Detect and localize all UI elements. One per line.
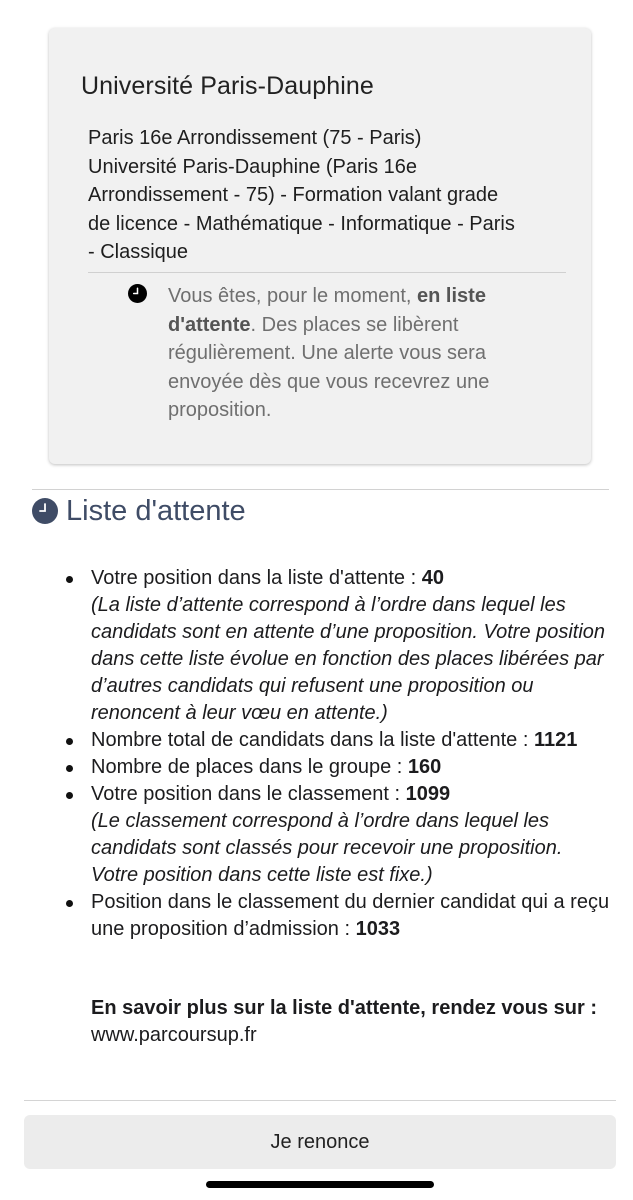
- list-item: [91, 889, 611, 943]
- bottom-divider: [24, 1100, 616, 1101]
- item-label: Nombre de places dans le groupe :: [91, 756, 408, 778]
- status-suffix: . Des places se libèrent régulièrement. Une alerte vous sera envoyée dès que vous recevrez une proposition.: [168, 313, 490, 421]
- formation-card: [49, 28, 591, 464]
- waitlist-status-message: [168, 282, 528, 425]
- clock-icon: [128, 284, 147, 303]
- item-label: Nombre total de candidats dans la liste d'attente :: [91, 729, 534, 751]
- item-note: (Le classement correspond à l’ordre dans lequel les candidats sont classés pour recevoir une proposition. Votre position dans cette liste est fixe.): [91, 810, 563, 886]
- more-info-text: [91, 995, 611, 1049]
- item-note: (La liste d’attente correspond à l’ordre dans lequel les candidats sont en attente d’une proposition. Votre position dans cette liste évolue en fonction des places libérées par d’autres candidats qui refusent une proposition ou renoncent à leur vœu en attente.): [91, 594, 606, 724]
- home-indicator: [206, 1181, 434, 1188]
- more-info-label: En savoir plus sur la liste d'attente, rendez vous sur :: [91, 997, 598, 1019]
- item-label: Votre position dans la liste d'attente :: [91, 567, 422, 589]
- card-divider: [88, 272, 566, 273]
- item-value: 1033: [355, 918, 401, 940]
- description-line: - Classique: [88, 241, 189, 263]
- list-item: [91, 565, 611, 727]
- status-emphasis: en liste d'attente: [168, 285, 486, 336]
- item-value: 40: [421, 567, 444, 589]
- description-line: de licence - Mathématique - Informatique - Paris: [88, 212, 515, 235]
- status-prefix: Vous êtes, pour le moment,: [168, 285, 418, 307]
- item-value: 160: [407, 756, 442, 778]
- renounce-button[interactable]: Je renonce: [24, 1115, 616, 1169]
- item-value: 1099: [405, 783, 451, 805]
- item-label: Position dans le classement du dernier candidat qui a reçu une proposition d’admission :: [91, 891, 610, 940]
- section-title: Liste d'attente: [66, 495, 246, 527]
- item-label: Votre position dans le classement :: [91, 783, 406, 805]
- item-value: 1121: [533, 729, 578, 751]
- list-item: [91, 781, 611, 889]
- clock-icon: [32, 498, 58, 524]
- parcoursup-link[interactable]: www.parcoursup.fr: [91, 1024, 257, 1046]
- description-line: Arrondissement - 75) - Formation valant grade: [88, 184, 499, 206]
- waitlist-info-list: [91, 565, 611, 943]
- list-item: [91, 727, 611, 754]
- description-line: Paris 16e Arrondissement (75 - Paris): [88, 127, 422, 149]
- description-line: Université Paris-Dauphine (Paris 16e: [88, 155, 418, 178]
- formation-description: [88, 124, 573, 267]
- section-divider: [32, 489, 609, 490]
- card-title: Université Paris-Dauphine: [81, 72, 374, 100]
- list-item: [91, 754, 611, 781]
